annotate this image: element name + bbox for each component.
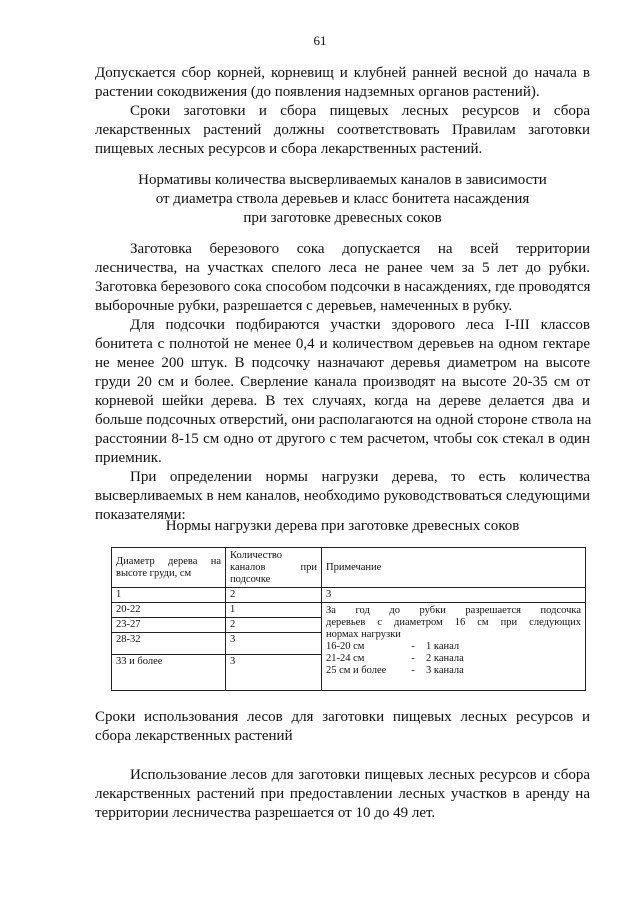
note-line: деревьев с диаметром 16 см при следующих — [326, 617, 581, 628]
table-numbering-row — [112, 588, 586, 603]
paragraph-line: лекарственных растений при предоставлении лесных участков в аренду на — [95, 786, 590, 802]
paragraph-line: не менее 200 штук. В подсочку назначают деревья диаметром на высоте — [95, 355, 590, 371]
table-title: Нормы нагрузки дерева при заготовке древесных соков — [165, 518, 520, 534]
paragraph-line: груди 20 см и более. Сверление канала производят на высоте 20-35 см от — [95, 374, 590, 390]
header-channels: Количество каналов при подсочке — [226, 548, 322, 588]
note-norm-row: 21-24 см - 2 канала — [326, 653, 464, 664]
paragraph-line: Использование лесов для заготовки пищевых лесных ресурсов и сбора — [130, 767, 590, 783]
note-norm-row: 25 см и более - 3 канала — [326, 665, 464, 676]
paragraph-line: бонитета с полнотой не менее 0,4 и количеством деревьев на одном гектаре — [95, 336, 590, 352]
paragraph-line: Сроки заготовки и сбора пищевых лесных ресурсов и сбора — [130, 103, 590, 119]
header-note: Примечание — [322, 548, 586, 588]
table-cell: 3 — [226, 633, 322, 655]
paragraph-line: расстоянии 8-15 см одно от другого с тем расчетом, чтобы сок стекал в один — [95, 431, 590, 447]
paragraph-line: Допускается сбор корней, корневищ и клубней ранней весной до начала в — [95, 65, 590, 81]
note-norm-row: 16-20 см - 1 канал — [326, 641, 460, 652]
paragraph-line: лесничества, на участках спелого леса не ранее чем за 5 лет до рубки. — [95, 260, 590, 276]
paragraph-line: лекарственных растений должны соответствовать Правилам заготовки — [95, 122, 590, 138]
paragraph-line: Для подсочки подбираются участки здорового леса I-III классов — [130, 317, 590, 333]
note-line: нормах нагрузки — [326, 629, 401, 640]
paragraph-line: выборочные рубки, разрешается с деревьев, намеченных в рубку. — [95, 298, 513, 314]
paragraph-line: Заготовка березового сока допускается на всей территории — [130, 241, 590, 257]
paragraph-line: растении сокодвижения (до появления надземных органов растений). — [95, 84, 540, 100]
table-cell: 33 и более — [112, 655, 226, 691]
table-cell: 23-27 — [112, 618, 226, 633]
table-header-row — [112, 548, 586, 588]
paragraph-line: высверливаемых в нем каналов, необходимо руководствоваться следующими — [95, 488, 590, 504]
table-row — [112, 603, 586, 618]
paragraph-line: пищевых лесных ресурсов и сбора лекарственных растений. — [95, 141, 483, 157]
table-cell: 1 — [226, 603, 322, 618]
table-cell: 20-22 — [112, 603, 226, 618]
paragraph-line: корневой шейки дерева. В тех случаях, когда на дереве делается два и — [95, 393, 590, 409]
section-heading: Нормативы количества высверливаемых каналов в зависимости — [138, 172, 547, 188]
paragraph-line: Заготовка березового сока способом подсочки в насаждениях, где проводятся — [95, 279, 591, 295]
table-cell: 1 — [112, 588, 226, 603]
note-cell — [322, 603, 586, 691]
paragraph-line: больше подсочных отверстий, они располагаются на одной стороне ствола на — [95, 412, 592, 428]
page-number: 61 — [313, 33, 327, 48]
table-cell: 3 — [226, 655, 322, 691]
table-cell: 3 — [322, 588, 586, 603]
header-diameter: Диаметр дерева на высоте груди, см — [112, 548, 226, 588]
section-heading: при заготовке древесных соков — [243, 210, 442, 226]
table-cell: 2 — [226, 618, 322, 633]
note-line: За год до рубки разрешается подсочка — [326, 605, 581, 616]
paragraph-line: При определении нормы нагрузки дерева, то есть количества — [130, 469, 590, 485]
paragraph-line: приемник. — [95, 450, 162, 466]
paragraph-line: показателями: — [95, 507, 186, 523]
section-heading: Сроки использования лесов для заготовки пищевых лесных ресурсов и — [95, 709, 590, 725]
table-cell: 28-32 — [112, 633, 226, 655]
table-cell: 2 — [226, 588, 322, 603]
section-heading: от диаметра ствола деревьев и класс бонитета насаждения — [155, 191, 530, 207]
load-norms-table — [111, 547, 586, 691]
section-heading: сбора лекарственных растений — [95, 728, 293, 744]
paragraph-line: территории лесничества разрешается от 10 до 49 лет. — [95, 805, 436, 821]
